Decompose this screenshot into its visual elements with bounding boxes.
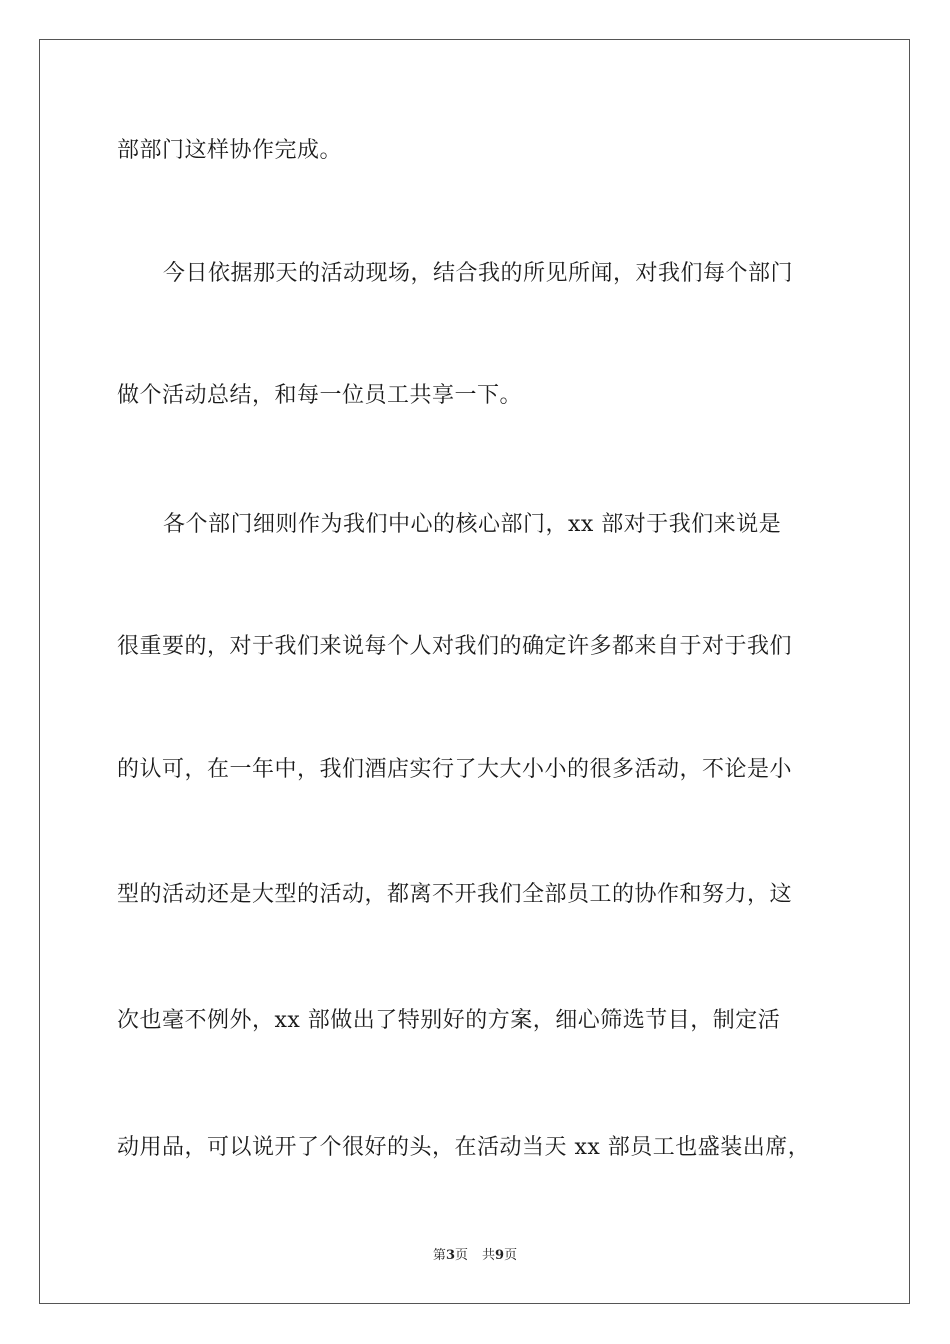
text-line-1: 部部门这样协作完成。 xyxy=(117,138,343,163)
text-line-9: 动用品，可以说开了个很好的头，在活动当天 xx 部员工也盛装出席， xyxy=(117,1135,811,1160)
page-number: 3 xyxy=(445,1248,455,1263)
text-line-4: 各个部门细则作为我们中心的核心部门，xx 部对于我们来说是 xyxy=(163,512,782,537)
text-line-6: 的认可，在一年中，我们酒店实行了大大小小的很多活动，不论是小 xyxy=(117,757,793,782)
total-pages: 9 xyxy=(495,1248,505,1263)
page-footer xyxy=(0,1247,950,1265)
total-label-suffix: 页 xyxy=(504,1248,518,1263)
text-line-8: 次也毫不例外，xx 部做出了特别好的方案，细心筛选节目，制定活 xyxy=(117,1008,781,1033)
text-line-7: 型的活动还是大型的活动，都离不开我们全部员工的协作和努力，这 xyxy=(117,882,793,907)
total-label-prefix: 共 xyxy=(482,1248,496,1263)
text-line-2: 今日依据那天的活动现场，结合我的所见所闻，对我们每个部门 xyxy=(163,261,794,286)
page-label-suffix: 页 xyxy=(454,1248,468,1263)
text-line-5: 很重要的，对于我们来说每个人对我们的确定许多都来自于对于我们 xyxy=(117,634,793,659)
page-label-prefix: 第 xyxy=(432,1248,446,1263)
text-line-3: 做个活动总结，和每一位员工共享一下。 xyxy=(117,383,523,408)
page-border xyxy=(39,39,910,1304)
